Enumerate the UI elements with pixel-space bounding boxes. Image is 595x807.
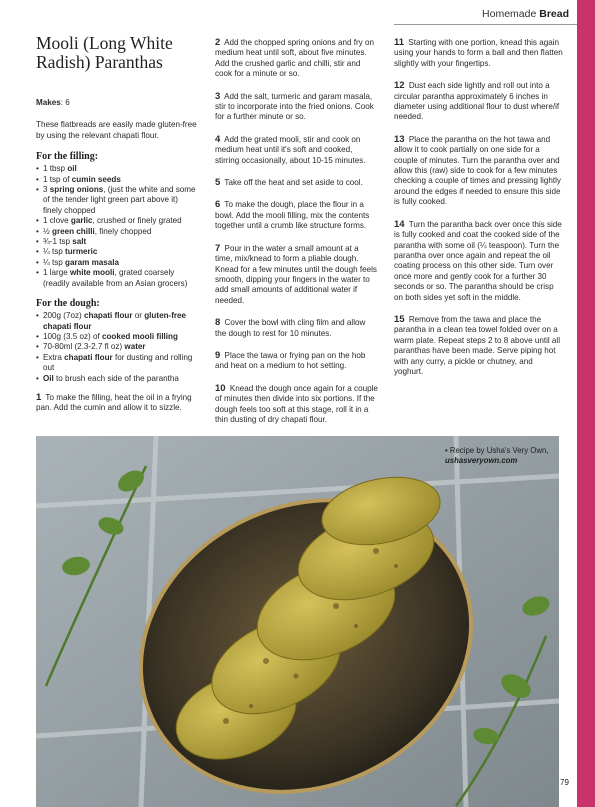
step-1 [36,393,198,414]
intro-text: These flatbreads are easily made gluten-free by using the relevant chapati flour. [36,120,197,140]
step-number: 12 [394,80,405,92]
step-12 [394,81,564,123]
ingredient-name: salt [72,237,87,247]
step-text: Cover the bowl with cling film and allow the dough to rest for 10 minutes. [215,318,366,338]
step-text: To make the dough, place the flour in a bowl. Add the mooli filling, mix the contents together until a crumb like structure forms. [215,200,370,231]
step-3 [215,92,378,123]
step-text: Starting with one portion, knead this again using your hands to form a ball and then flatten slightly with your fingertips. [394,38,563,68]
page-number: 79 [560,778,569,787]
step-text: To make the filling, heat the oil in a frying pan. Add the cumin and allow it to sizzle. [36,392,192,413]
ingredient-name: cooked mooli filling [101,331,178,341]
ingredient-name: Oil [43,373,54,383]
filling-heading: For the filling: [36,151,99,163]
ingredient-item: • ¾-1 tsp salt [36,237,198,247]
photo-credit [445,446,548,466]
step-10 [215,384,378,426]
makes-line [36,98,198,108]
step-text: Knead the dough once again for a couple of minutes then divide into six portions. If the dough feels too soft at this stage, roll it in a thin dusting of dry chapati flour. [215,383,378,424]
ingredient-item: • ¼ tsp garam masala [36,258,198,268]
step-13 [394,135,564,208]
ingredient-name: oil [67,164,77,174]
ingredient-item: • 70-80ml (2.3-2.7 fl oz) water [36,342,198,352]
step-9 [215,351,378,372]
step-text: Pour in the water a small amount at a time, mix/knead to form a pliable dough. Knead for a few minutes until the dough feels smooth, dipping your fingers in the water to add small amounts of additional water if needed. [215,243,377,305]
step-number: 11 [394,37,405,48]
step-number: 3 [215,90,221,102]
step-number: 15 [394,313,405,325]
step-15 [394,315,564,377]
steps-col-2 [215,38,378,437]
step-text: Turn the parantha back over once this side is fully cooked and coat the cooked side of the parantha with some oil (¼ teaspoon). Turn the parantha over once again and repeat the oil coating process on this other side. Turn over once more and gently cook for a further 30 seconds or so. The parantha should be crisp on both sides yet soft in the middle. [394,219,562,302]
ingredient-item: • 1 clove garlic, crushed or finely grated [36,216,198,226]
recipe-title [36,34,198,72]
ingredient-name: chapati flour [83,311,133,321]
credit-line-1: • Recipe by Usha's Very Own, [445,446,549,455]
filling-list [36,164,198,289]
step-text: Place the parantha on the hot tawa and allow it to cook partially on one side for a couple of minutes. Turn the parantha over and allow this (raw) side to cook for a few minutes checking a couple of times and pressing lightly around the edges if needed to ensure this side is fully cooked. [394,134,561,207]
header-rule [394,24,577,25]
step-number: 7 [215,242,221,254]
ingredient-name: water [124,342,146,352]
step-text: Add the chopped spring onions and fry on medium heat until soft, about five minutes. Add the crushed garlic and chilli, stir and cook for a minute or so. [215,38,374,79]
step-number: 5 [215,177,221,189]
paratha-illustration [36,436,559,807]
step-text: Take off the heat and set aside to cool. [224,178,363,188]
title-line-2: Radish) Paranthas [36,52,163,72]
step-text: Add the grated mooli, stir and cook on medium heat until it's soft and cooked, stirring occasionally, about 10-15 minutes. [215,134,366,165]
dough-heading: For the dough: [36,298,100,310]
ingredient-name: chapati flour [64,352,113,362]
makes-label: Makes [36,98,61,107]
step-4 [215,135,378,166]
accent-side-bar [577,0,595,807]
ingredient-name: cumin seeds [71,174,121,184]
step-number: 14 [394,218,405,230]
step-8 [215,318,378,339]
step-text: Remove from the tawa and place the parantha in a clean tea towel folded over on a warm plate. Repeat steps 2 to 8 above until all paranthas have been made. Serve piping hot with any curry, a pickle or chutney, and yoghurt. [394,314,561,376]
step-2 [215,38,378,80]
makes-value: : 6 [60,98,70,107]
section-label: Homemade [482,8,537,20]
steps-col-1 [36,393,198,414]
steps-col-3 [394,38,564,389]
step-number: 10 [215,382,226,394]
ingredient-item: • 200g (7oz) chapati flour or gluten-free chapati flour [36,311,198,332]
ingredient-item: • Oil to brush each side of the parantha [36,374,198,384]
ingredient-item: • Extra chapati flour for dusting and rolling out [36,353,198,374]
section-header [482,8,569,20]
step-number: 2 [215,37,221,48]
step-6 [215,200,378,231]
section-label-bold: Bread [539,8,569,20]
ingredient-item: • 3 spring onions, (just the white and some of the tender light green part above it) finely chopped [36,185,198,216]
ingredient-name: garam masala [65,257,120,267]
title-line-1: Mooli (Long White [36,33,173,53]
ingredient-name: spring onions [49,185,104,195]
step-7 [215,244,378,306]
ingredient-name: turmeric [65,247,98,257]
step-text: Dust each side lightly and roll out into a circular parantha approximately 6 inches in diameter using additional flour to dust where/if needed. [394,81,560,122]
ingredient-item: • ½ green chilli, finely chopped [36,227,198,237]
step-text: Add the salt, turmeric and garam masala, stir to incorporate into the fried onions. Cook for a further minute or so. [215,91,374,122]
ingredient-item: • ¼ tsp turmeric [36,247,198,257]
ingredient-name: garlic [70,216,93,226]
step-text: Place the tawa or frying pan on the hob and heat on a medium to hot setting. [215,350,366,371]
ingredient-name: white mooli [70,268,115,278]
dough-list [36,311,198,384]
credit-link[interactable]: ushasveryown.com [445,456,518,465]
step-number: 4 [215,133,221,145]
step-11 [394,38,564,69]
step-14 [394,220,564,303]
ingredient-item: • 100g (3.5 oz) of cooked mooli filling [36,332,198,342]
ingredient-name: gluten-free chapati flour [43,311,187,331]
ingredient-item: • 1 tbsp oil [36,164,198,174]
step-5 [215,178,378,188]
step-number: 9 [215,349,221,361]
step-number: 6 [215,199,221,211]
step-number: 1 [36,391,42,403]
recipe-photo [36,436,559,807]
ingredient-item: • 1 tsp of cumin seeds [36,175,198,185]
ingredient-item: • 1 large white mooli, grated coarsely (readily available from an Asian grocers) [36,268,198,289]
column-1 [36,34,198,426]
ingredient-name: green chilli [52,226,95,236]
step-number: 13 [394,133,405,145]
step-number: 8 [215,317,221,329]
